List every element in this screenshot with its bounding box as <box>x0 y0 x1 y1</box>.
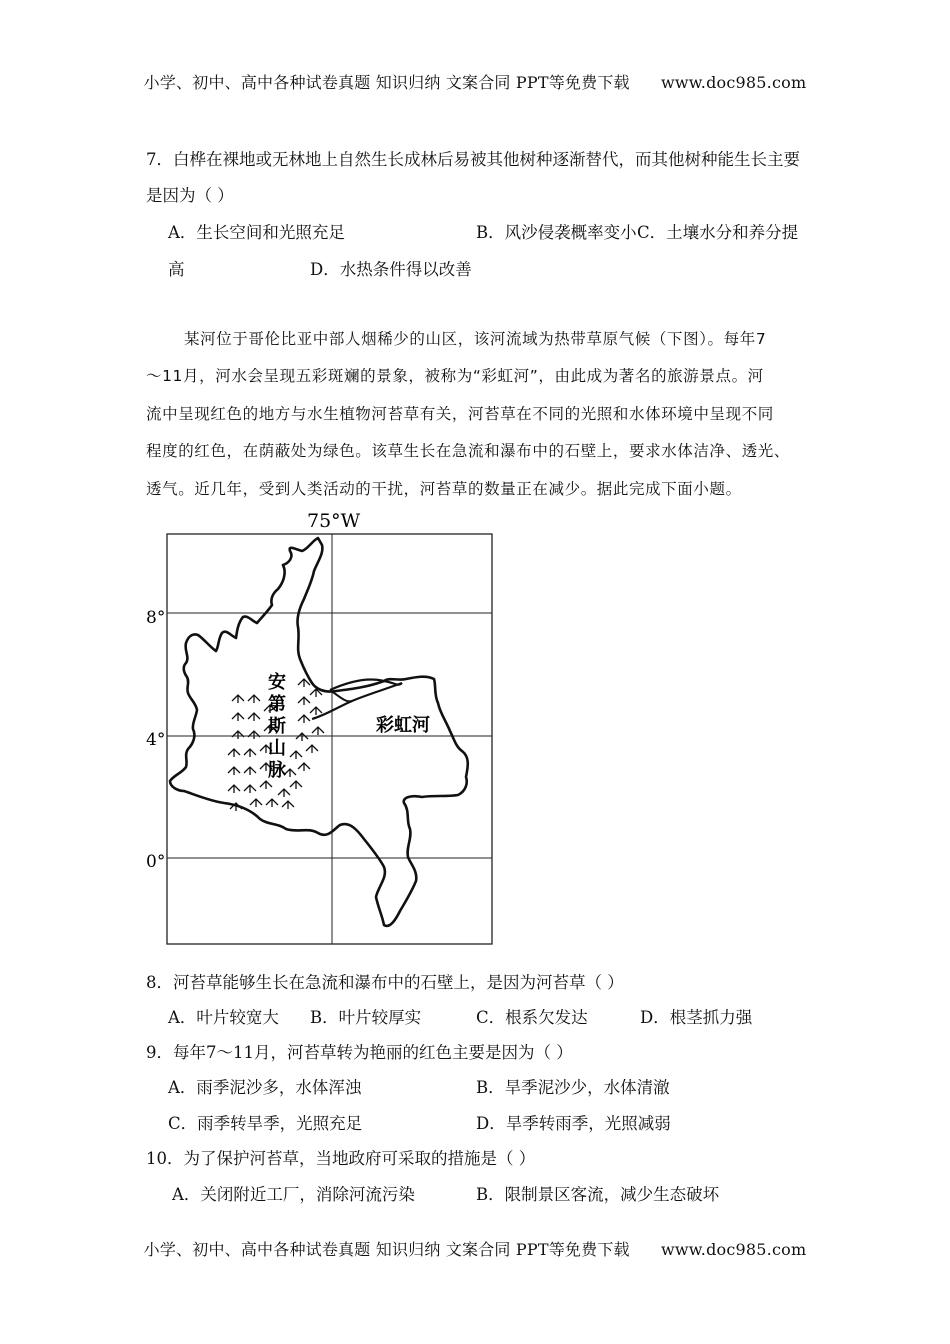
lat-label-0: 0° <box>146 852 166 872</box>
q9-option-b: B．旱季泥沙少，水体清澈 <box>476 1078 670 1097</box>
q7-option-b: B．风沙侵袭概率变小 <box>476 223 637 242</box>
q9-option-a: A．雨季泥沙多，水体浑浊 <box>168 1078 362 1097</box>
colombia-map <box>140 505 500 950</box>
q10-option-a: A．关闭附近工厂，消除河流污染 <box>172 1185 415 1204</box>
q7-option-d: D．水热条件得以改善 <box>310 260 472 279</box>
q9-option-d: D．旱季转雨季，光照减弱 <box>476 1114 671 1133</box>
q10-option-b: B．限制景区客流，减少生态破坏 <box>476 1185 720 1204</box>
q8-option-b: B．叶片较厚实 <box>310 1008 422 1027</box>
q7-option-c-part2: 高 <box>168 260 185 279</box>
q9-option-c: C．雨季转旱季，光照充足 <box>168 1114 363 1133</box>
q7-stem-line2: 是因为（ ） <box>146 186 234 205</box>
map-longitude-label: 75°W <box>307 510 361 532</box>
q8-stem: 8．河苔草能够生长在急流和瀑布中的石壁上，是因为河苔草（ ） <box>146 973 624 992</box>
passage-line-1: 某河位于哥伦比亚中部人烟稀少的山区，该河流域为热带草原气候（下图）。每年7 <box>184 330 767 348</box>
page-footer <box>0 1237 950 1260</box>
passage-line-3: 流中呈现红色的地方与水生植物河苔草有关，河苔草在不同的光照和水体环境中呈现不同 <box>146 405 774 423</box>
lat-label-8: 8° <box>146 608 166 628</box>
footer-banner: 小学、初中、高中各种试卷真题 知识归纳 文案合同 PPT等免费下载 <box>143 1240 630 1259</box>
page-header <box>0 70 950 93</box>
andes-label <box>268 671 287 781</box>
andes-char-3: 斯 <box>268 716 286 737</box>
rainbow-river-label: 彩虹河 <box>376 715 430 736</box>
rainbow-river-branch <box>330 690 352 701</box>
header-banner: 小学、初中、高中各种试卷真题 知识归纳 文案合同 PPT等免费下载 <box>143 73 630 92</box>
lat-label-4: 4° <box>146 730 166 750</box>
passage-line-5: 透气。近几年，受到人类活动的干扰，河苔草的数量正在减少。据此完成下面小题。 <box>146 480 742 498</box>
q8-option-c: C．根系欠发达 <box>476 1008 588 1027</box>
andes-char-5: 脉 <box>268 760 286 781</box>
passage-line-2: ～11月，河水会呈现五彩斑斓的景象，被称为“彩虹河”，由此成为著名的旅游景点。河 <box>146 367 764 385</box>
q7-stem-line1: 7．白桦在裸地或无林地上自然生长成林后易被其他树种逐渐替代，而其他树种能生长主要 <box>146 150 800 169</box>
q9-stem: 9．每年7～11月，河苔草转为艳丽的红色主要是因为（ ） <box>146 1043 573 1062</box>
q8-option-d: D．根茎抓力强 <box>640 1008 753 1027</box>
q7-option-c-part1: C．土壤水分和养分提 <box>637 223 799 242</box>
footer-site-link[interactable]: www.doc985.com <box>661 1240 807 1259</box>
map-frame <box>167 534 492 944</box>
andes-char-2: 第 <box>268 694 286 715</box>
q7-option-a: A．生长空间和光照充足 <box>168 223 345 242</box>
andes-char-4: 山 <box>268 738 286 759</box>
passage-line-4: 程度的红色，在荫蔽处为绿色。该草生长在急流和瀑布中的石壁上，要求水体洁净、透光、 <box>146 442 791 460</box>
rainbow-river-upper <box>330 679 402 690</box>
q8-option-a: A．叶片较宽大 <box>168 1008 279 1027</box>
q10-stem: 10．为了保护河苔草，当地政府可采取的措施是（ ） <box>146 1149 536 1168</box>
header-site-link[interactable]: www.doc985.com <box>661 73 807 92</box>
andes-char-1: 安 <box>268 672 286 693</box>
